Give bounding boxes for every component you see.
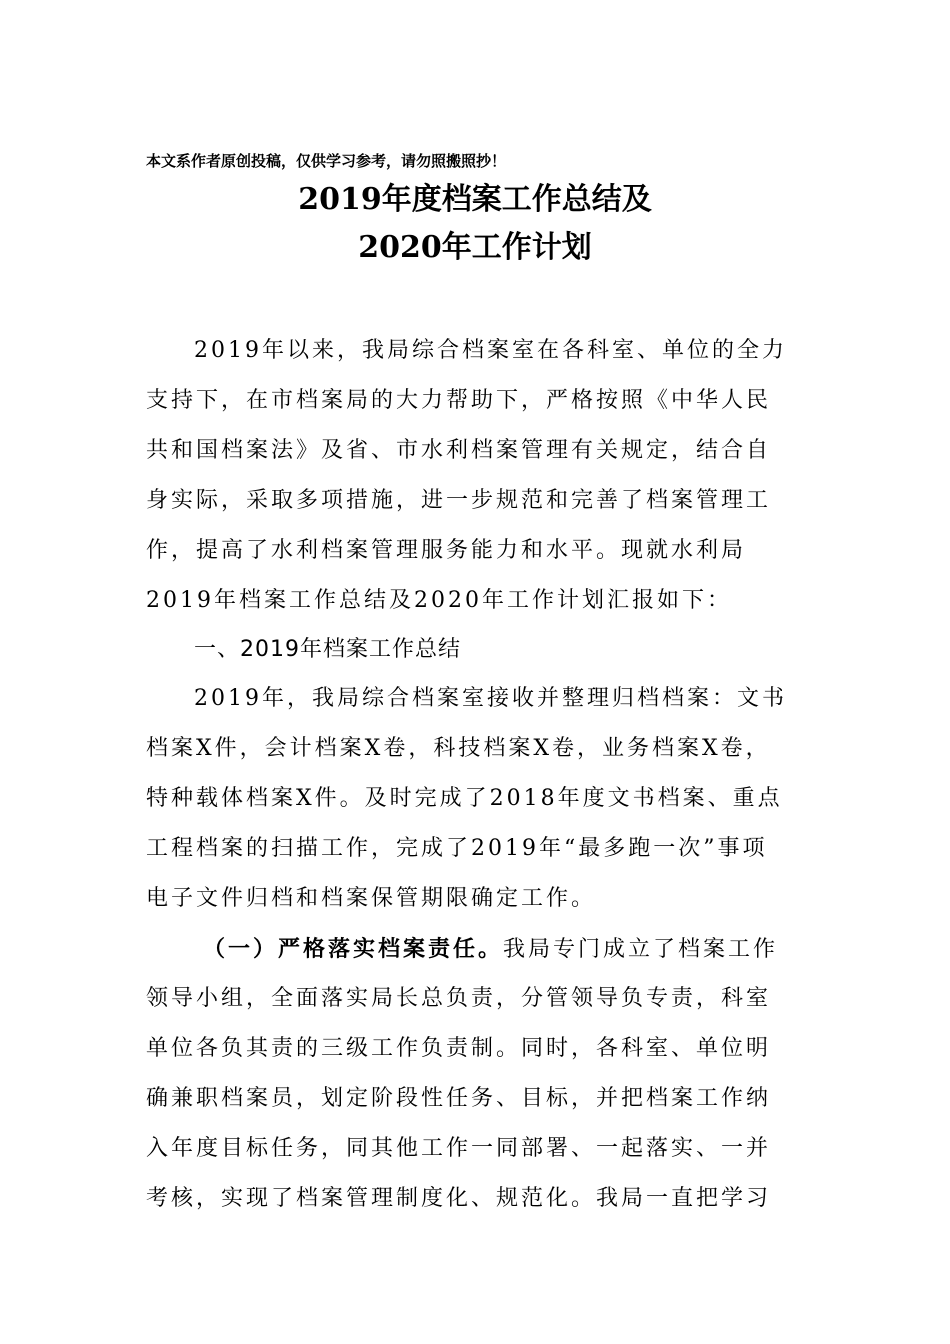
subsection-line: 领导小组，全面落实局长总负责，分管领导负专责，科室 [146, 986, 772, 1011]
intro-line: 支持下，在市档案局的大力帮助下，严格按照《中华人民 [146, 388, 772, 413]
section-line: 工程档案的扫描工作，完成了2019年“最多跑一次”事项 [146, 836, 768, 861]
document-title-line-1: 2019年度档案工作总结及 [298, 182, 652, 217]
intro-line: 身实际，采取多项措施，进一步规范和完善了档案管理工 [146, 488, 772, 513]
document-title-line-2: 2020年工作计划 [358, 230, 592, 265]
subsection-first-text: 我局专门成立了档案工作 [503, 937, 779, 962]
subsection-line: 入年度目标任务，同其他工作一同部署、一起落实、一并 [146, 1136, 772, 1161]
intro-line: 共和国档案法》及省、市水利档案管理有关规定，结合自 [146, 438, 772, 463]
subsection-lead: （一）严格落实档案责任。 [203, 936, 504, 962]
intro-line: 2019年档案工作总结及2020年工作计划汇报如下： [146, 588, 732, 613]
subsection-line: 考核，实现了档案管理制度化、规范化。我局一直把学习 [146, 1186, 772, 1211]
intro-line: 作，提高了水利档案管理服务能力和水平。现就水利局 [146, 538, 747, 563]
subsection-line: 单位各负其责的三级工作负责制。同时，各科室、单位明 [146, 1036, 772, 1061]
section-heading: 一、2019年档案工作总结 [194, 637, 461, 662]
section-line: 电子文件归档和档案保管期限确定工作。 [146, 886, 597, 911]
copyright-notice: 本文系作者原创投稿，仅供学习参考，请勿照搬照抄！ [146, 152, 507, 170]
section-line: 特种载体档案X件。及时完成了2018年度文书档案、重点 [146, 786, 783, 811]
intro-line: 2019年以来，我局综合档案室在各科室、单位的全力 [194, 338, 787, 363]
section-line: 档案X件，会计档案X卷，科技档案X卷，业务档案X卷， [146, 736, 771, 761]
subsection-line: 确兼职档案员，划定阶段性任务、目标，并把档案工作纳 [146, 1086, 772, 1111]
section-line: 2019年，我局综合档案室接收并整理归档档案：文书 [194, 686, 787, 711]
subsection-first-line [203, 934, 806, 965]
